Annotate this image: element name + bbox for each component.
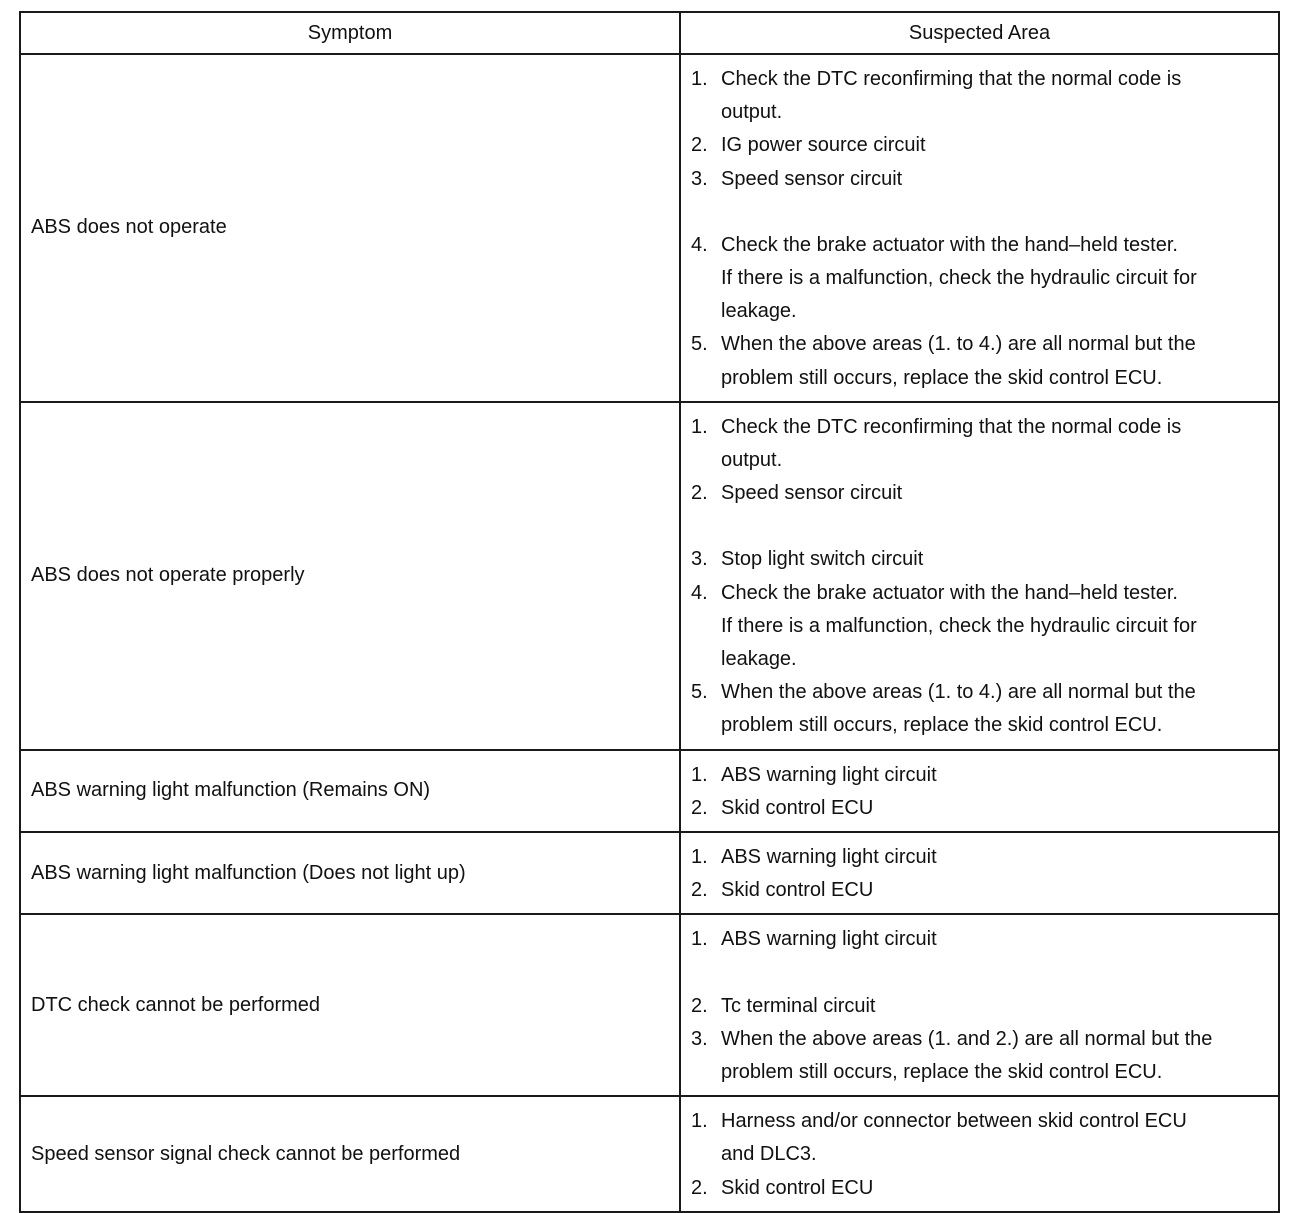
symptom-cell: Speed sensor signal check cannot be performed (20, 1096, 680, 1212)
item-text (721, 676, 1272, 742)
list-item (691, 841, 1272, 874)
list-item (691, 676, 1272, 742)
suspected-area-list (691, 841, 1272, 907)
suspected-area-cell (680, 402, 1279, 750)
item-text (721, 163, 1272, 196)
header-row (20, 12, 1279, 54)
spacer (691, 957, 1272, 990)
list-item (691, 63, 1272, 129)
list-item (691, 792, 1272, 825)
item-text (721, 841, 1272, 874)
item-text (721, 63, 1272, 129)
suspected-area-list (691, 1105, 1272, 1205)
item-number: 5. (691, 681, 708, 704)
spacer (691, 196, 1272, 229)
item-text-line: output. (721, 101, 783, 124)
item-number: 2. (691, 134, 708, 157)
item-text-line: Skid control ECU (721, 1176, 874, 1199)
item-number: 2. (691, 879, 708, 902)
suspected-area-cell (680, 1096, 1279, 1212)
item-number: 3. (691, 167, 708, 190)
item-text-line: ABS warning light circuit (721, 928, 937, 951)
symptom-table (19, 11, 1280, 1213)
item-text-line: When the above areas (1. to 4.) are all normal but the (721, 681, 1196, 704)
item-text-line: and DLC3. (721, 1143, 817, 1166)
suspected-area-list (691, 411, 1272, 743)
item-text-line: Check the DTC reconfirming that the normal code is (721, 415, 1182, 438)
item-text (721, 477, 1272, 510)
item-text (721, 1172, 1272, 1205)
suspected-area-cell (680, 832, 1279, 914)
list-item (691, 1172, 1272, 1205)
item-text-line: leakage. (721, 648, 797, 671)
item-text (721, 229, 1272, 329)
list-item (691, 229, 1272, 329)
suspected-area-list (691, 63, 1272, 395)
table-row (20, 832, 1279, 914)
item-text (721, 129, 1272, 162)
item-text (721, 874, 1272, 907)
item-number: 4. (691, 233, 708, 256)
symptom-header: Symptom (20, 12, 680, 54)
table-row (20, 914, 1279, 1096)
list-item (691, 328, 1272, 394)
symptom-cell: ABS warning light malfunction (Does not light up) (20, 832, 680, 914)
item-text-line: Check the brake actuator with the hand–held tester. (721, 233, 1178, 256)
item-text (721, 923, 1272, 956)
item-text-line: Speed sensor circuit (721, 167, 903, 190)
item-number: 2. (691, 994, 708, 1017)
suspected-area-cell (680, 54, 1279, 402)
item-number: 2. (691, 482, 708, 505)
list-item (691, 163, 1272, 196)
table-row (20, 54, 1279, 402)
item-number: 1. (691, 68, 708, 90)
spacer (691, 510, 1272, 543)
symptom-cell: ABS warning light malfunction (Remains ON) (20, 750, 680, 832)
suspected-area-cell (680, 750, 1279, 832)
item-text-line: problem still occurs, replace the skid control ECU. (721, 366, 1163, 389)
item-text-line: If there is a malfunction, check the hydraulic circuit for (721, 614, 1197, 637)
item-text-line: Check the DTC reconfirming that the normal code is (721, 68, 1182, 90)
list-item (691, 759, 1272, 792)
table-row (20, 402, 1279, 750)
symptom-cell: ABS does not operate (20, 54, 680, 402)
item-text-line: Tc terminal circuit (721, 994, 876, 1017)
list-item (691, 411, 1272, 477)
item-text (721, 411, 1272, 477)
item-text-line: Skid control ECU (721, 879, 874, 902)
item-text-line: Check the brake actuator with the hand–held tester. (721, 581, 1178, 604)
item-text (721, 792, 1272, 825)
suspected-area-list (691, 923, 1272, 1089)
item-text-line: If there is a malfunction, check the hydraulic circuit for (721, 267, 1197, 290)
item-text (721, 759, 1272, 792)
item-text (721, 1023, 1272, 1089)
list-item (691, 1105, 1272, 1171)
item-number: 1. (691, 415, 708, 438)
table-row (20, 1096, 1279, 1212)
item-text-line: ABS warning light circuit (721, 846, 937, 869)
item-number: 1. (691, 846, 708, 869)
item-number: 1. (691, 763, 708, 786)
list-item (691, 990, 1272, 1023)
item-text (721, 328, 1272, 394)
item-number: 2. (691, 796, 708, 819)
item-text (721, 543, 1272, 576)
item-text-line: When the above areas (1. and 2.) are all normal but the (721, 1027, 1213, 1050)
item-text-line: problem still occurs, replace the skid control ECU. (721, 714, 1163, 737)
item-text (721, 990, 1272, 1023)
item-number: 1. (691, 928, 708, 951)
item-text (721, 1105, 1272, 1171)
item-number: 1. (691, 1110, 708, 1133)
item-text-line: Speed sensor circuit (721, 482, 903, 505)
list-item (691, 923, 1272, 956)
list-item (691, 543, 1272, 576)
item-text-line: ABS warning light circuit (721, 763, 937, 786)
item-number: 3. (691, 548, 708, 571)
list-item (691, 874, 1272, 907)
suspected-area-list (691, 759, 1272, 825)
item-number: 2. (691, 1176, 708, 1199)
item-text-line: Skid control ECU (721, 796, 874, 819)
item-text-line: output. (721, 449, 783, 472)
item-number: 4. (691, 581, 708, 604)
list-item (691, 577, 1272, 677)
item-number: 5. (691, 333, 708, 356)
symptom-cell: ABS does not operate properly (20, 402, 680, 750)
item-text-line: IG power source circuit (721, 134, 926, 157)
item-text (721, 577, 1272, 677)
item-text-line: leakage. (721, 300, 797, 323)
list-item (691, 477, 1272, 510)
item-number: 3. (691, 1027, 708, 1050)
item-text-line: When the above areas (1. to 4.) are all normal but the (721, 333, 1196, 356)
item-text-line: Harness and/or connector between skid control ECU (721, 1110, 1187, 1133)
suspected-area-cell (680, 914, 1279, 1096)
list-item (691, 1023, 1272, 1089)
symptom-cell: DTC check cannot be performed (20, 914, 680, 1096)
table-row (20, 750, 1279, 832)
suspected-area-header: Suspected Area (680, 12, 1279, 54)
item-text-line: Stop light switch circuit (721, 548, 924, 571)
item-text-line: problem still occurs, replace the skid control ECU. (721, 1061, 1163, 1084)
list-item (691, 129, 1272, 162)
